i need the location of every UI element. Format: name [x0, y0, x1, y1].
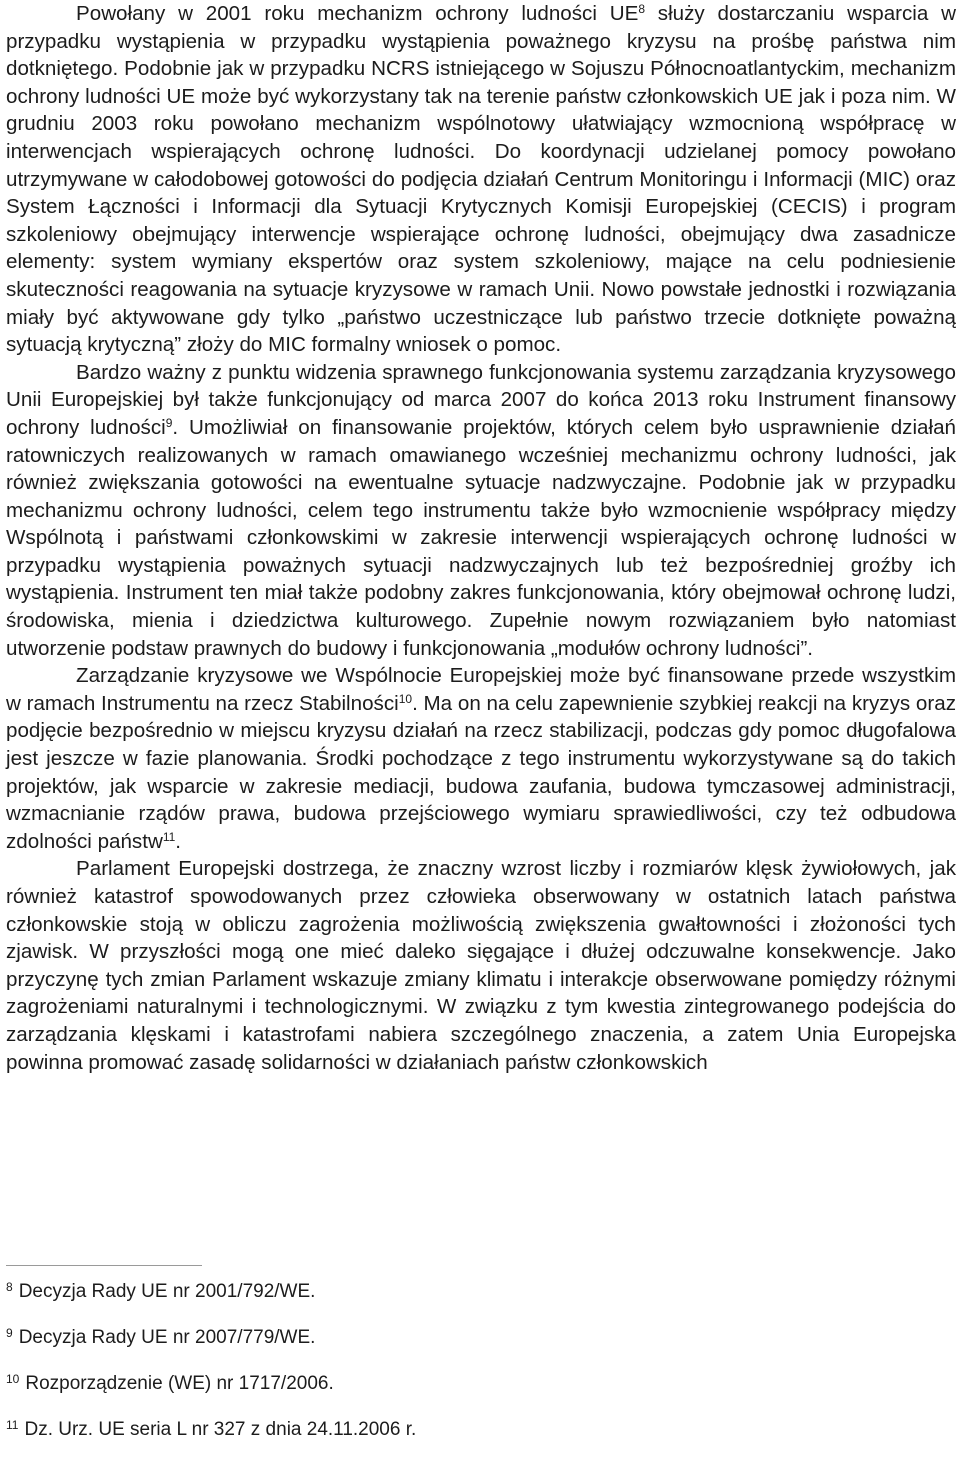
- paragraph-1: [6, 0, 956, 359]
- footnote-text: Decyzja Rady UE nr 2007/779/WE.: [18, 1327, 316, 1348]
- paragraph-text: . Umożliwiał on finansowanie projektów, których celem było usprawnienie działań ratowniczych realizowanych w ramach omawianego wcześniej mechanizmu ochrony ludności, jak również zwiększania gotowości na ewentualne sytuacje nadzwyczajne. Podobnie jak w przypadku mechanizmu ochrony ludności, celem tego instrumentu także było wzmocnienie współpracy między Wspólnotą i państwami członkowskimi w zakresie interwencji wspierających ochronę ludności w przypadku wystąpienia poważnych sytuacji nadzwyczajnych lub też bezpośredniej groźby ich wystąpienia. Instrument ten miał także podobny zakres funkcjonowania, który obejmował ochronę ludzi, środowiska, mienia i dziedzictwa kulturowego. Zupełnie nowym rozwiązaniem było natomiast utworzenie podstaw prawnych do budowy i funkcjonowania „modułów ochrony ludności”.: [6, 415, 956, 660]
- footnote-number: 11: [6, 1418, 19, 1432]
- footnote-reference: 8: [638, 2, 646, 16]
- footnote-text: Dz. Urz. UE seria L nr 327 z dnia 24.11.2006 r.: [24, 1419, 417, 1440]
- footnote-11: [6, 1419, 906, 1441]
- footnote-reference: 10: [398, 691, 413, 706]
- footnotes: [6, 1281, 906, 1465]
- paragraph-4: [6, 855, 956, 1076]
- paragraph-text: służy dostarczaniu wsparcia w przypadku wystąpienia w przypadku wystąpienia poważnego kryzysu na prośbę państwa nim dotkniętego. Podobnie jak w przypadku NCRS istniejącego w Sojuszu Północnoatlantyckim, mechanizm ochrony ludności UE może być wykorzystany tak na terenie państw członkowskich UE jak i poza nim. W grudniu 2003 roku powołano mechanizm wspólnotowy ułatwiający wzmocnioną współpracę w interwencjach wspierających ochronę ludności. Do koordynacji udzielanej pomocy powołano utrzymywane w całodobowej gotowości do podjęcia działań Centrum Monitoringu i Informacji (MIC) oraz System Łączności i Informacji dla Sytuacji Krytycznych Komisji Europejskiej (CECIS) i program szkoleniowy obejmujący interwencje wspierające ochronę ludności, obejmujący dwa zasadnicze elementy: system wymiany ekspertów oraz system szkoleniowy, mające na celu podniesienie skuteczności reagowania na sytuacje kryzysowe w ramach Unii. Nowo powstałe jednostki i rozwiązania miały być aktywowane gdy tylko „państwo uczestniczące lub państwo trzecie dotknięte poważną sytuacją krytyczną” złoży do MIC formalny wniosek o pomoc.: [6, 2, 957, 357]
- paragraph-text: Parlament Europejski dostrzega, że znaczny wzrost liczby i rozmiarów klęsk żywiołowych, jak również katastrof spowodowanych przez człowieka obserwowany w ostatnich latach państwa członkowskie stoją w obliczu zagrożenia możliwością zwiększenia gwałtowności i złożoności tych zjawisk. W przyszłości mogą one mieć daleko sięgające i dłużej odczuwalne konsekwencje. Jako przyczynę tych zmian Parlament wskazuje zmiany klimatu i interakcje obserwowane pomiędzy różnymi zagrożeniami naturalnymi i technologicznymi. W związku z tym kwestia zintegrowanego podejścia do zarządzania klęskami i katastrofami nabiera szczególnego znaczenia, a zatem Unia Europejska powinna promować zasadę solidarności w działaniach państw członkowskich: [6, 857, 956, 1074]
- footnote-number: 8: [6, 1280, 13, 1294]
- body-text: [6, 0, 956, 1076]
- paragraph-text: Powołany w 2001 roku mechanizm ochrony ludności UE: [76, 2, 639, 25]
- paragraph-text: .: [175, 829, 182, 853]
- footnote-number: 9: [6, 1326, 13, 1340]
- footnote-9: [6, 1327, 906, 1349]
- document-page: [6, 0, 956, 1076]
- paragraph-2: [6, 359, 956, 663]
- footnote-number: 10: [6, 1372, 20, 1386]
- paragraph-text: Zarządzanie kryzysowe we Wspólnocie Europejskiej może być finansowane przede wszystkim w ramach Instrumentu na rzecz Stabilności: [6, 664, 956, 715]
- footnote-text: Decyzja Rady UE nr 2001/792/WE.: [18, 1281, 316, 1302]
- paragraph-text: . Ma on na celu zapewnienie szybkiej reakcji na kryzys oraz podjęcie bezpośrednio w miejscu kryzysu działań na rzecz stabilizacji, podczas gdy pomoc długofalowa jest jeszcze w fazie planowania. Środki pochodzące z tego instrumentu wykorzystywane są do takich projektów, jak wsparcie w zakresie mediacji, budowa zaufania, budowa tymczasowej administracji, wzmacnianie rządów prawa, budowa przejściowego wymiaru sprawiedliwości, czy też odbudowa zdolności państw: [6, 691, 956, 853]
- paragraph-text: Bardzo ważny z punktu widzenia sprawnego funkcjonowania systemu zarządzania kryzysowego Unii Europejskiej był także funkcjonujący od marca 2007 do końca 2013 roku Instrument finansowy ochrony ludności: [6, 360, 956, 439]
- paragraph-3: [6, 662, 956, 855]
- footnote-10: [6, 1373, 906, 1395]
- footnote-text: Rozporządzenie (WE) nr 1717/2006.: [25, 1373, 334, 1394]
- footnote-reference: 9: [165, 415, 173, 430]
- footnote-separator: [6, 1265, 202, 1266]
- footnote-8: [6, 1281, 906, 1303]
- footnote-reference: 11: [162, 829, 176, 844]
